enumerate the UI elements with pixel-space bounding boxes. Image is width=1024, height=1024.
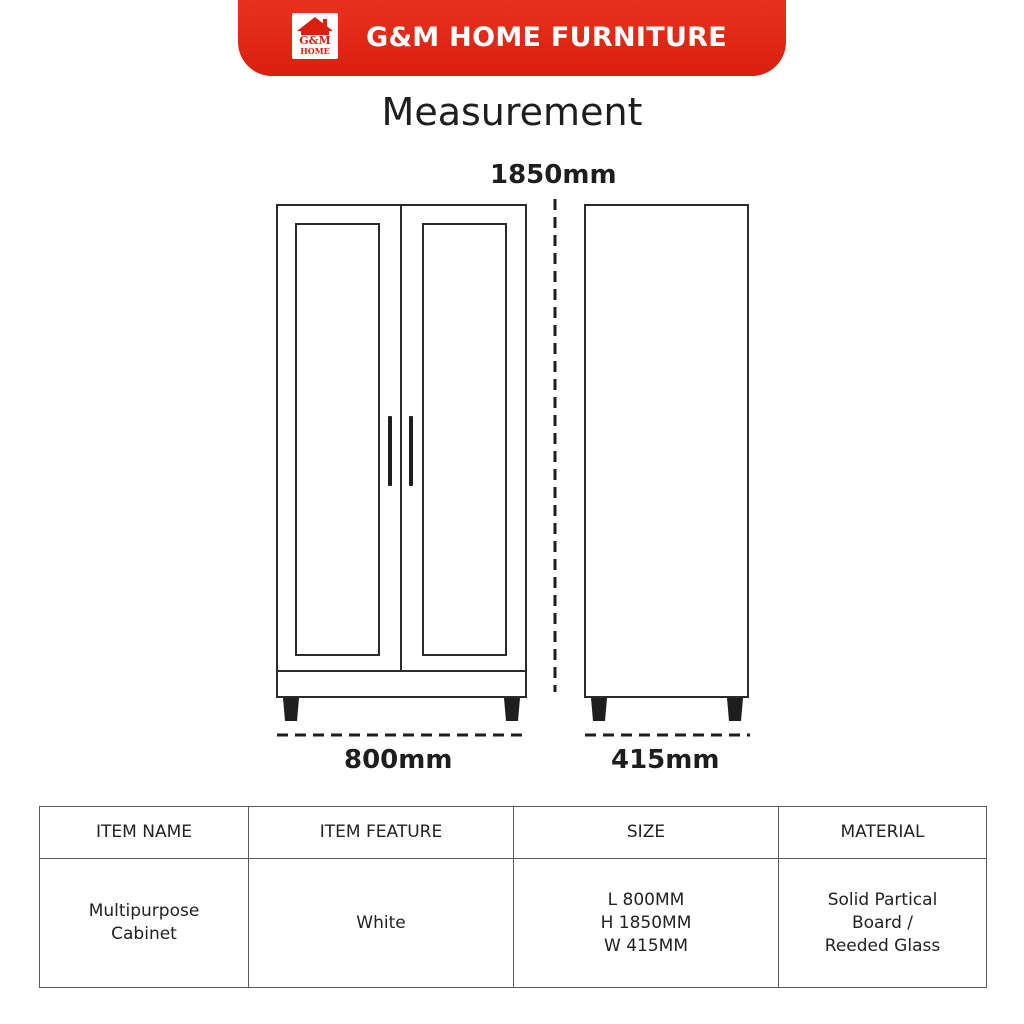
right-door-glass-panel: [423, 224, 506, 655]
cell-item-feature: White: [248, 859, 513, 987]
page-title: Measurement: [381, 90, 643, 134]
header-item-feature: ITEM FEATURE: [248, 807, 513, 858]
front-right-leg: [504, 698, 520, 721]
header-material: MATERIAL: [778, 807, 986, 858]
table-header-row: [40, 807, 986, 859]
left-door-glass-panel: [296, 224, 379, 655]
depth-label: 415mm: [611, 745, 720, 775]
height-label: 1850mm: [490, 160, 617, 190]
spec-table: [39, 806, 987, 988]
svg-text:G&M: G&M: [299, 34, 331, 47]
table-row: [40, 859, 986, 987]
svg-text:HOME: HOME: [300, 46, 330, 56]
right-door-handle: [409, 416, 413, 486]
cell-size: L 800MM H 1850MM W 415MM: [513, 859, 778, 987]
left-door-handle: [388, 416, 392, 486]
cabinet-side-view: [585, 205, 748, 697]
brand-name: G&M HOME FURNITURE: [366, 22, 728, 53]
header-size: SIZE: [513, 807, 778, 858]
front-left-leg: [283, 698, 299, 721]
side-left-leg: [591, 698, 607, 721]
cabinet-front-view: [277, 205, 526, 697]
cell-material: Solid Partical Board / Reeded Glass: [778, 859, 986, 987]
header-item-name: ITEM NAME: [96, 822, 192, 842]
side-right-leg: [727, 698, 743, 721]
length-label: 800mm: [344, 745, 453, 775]
cell-item-name: Multipurpose Cabinet: [88, 901, 200, 944]
cabinet-side-outline: [585, 205, 748, 697]
